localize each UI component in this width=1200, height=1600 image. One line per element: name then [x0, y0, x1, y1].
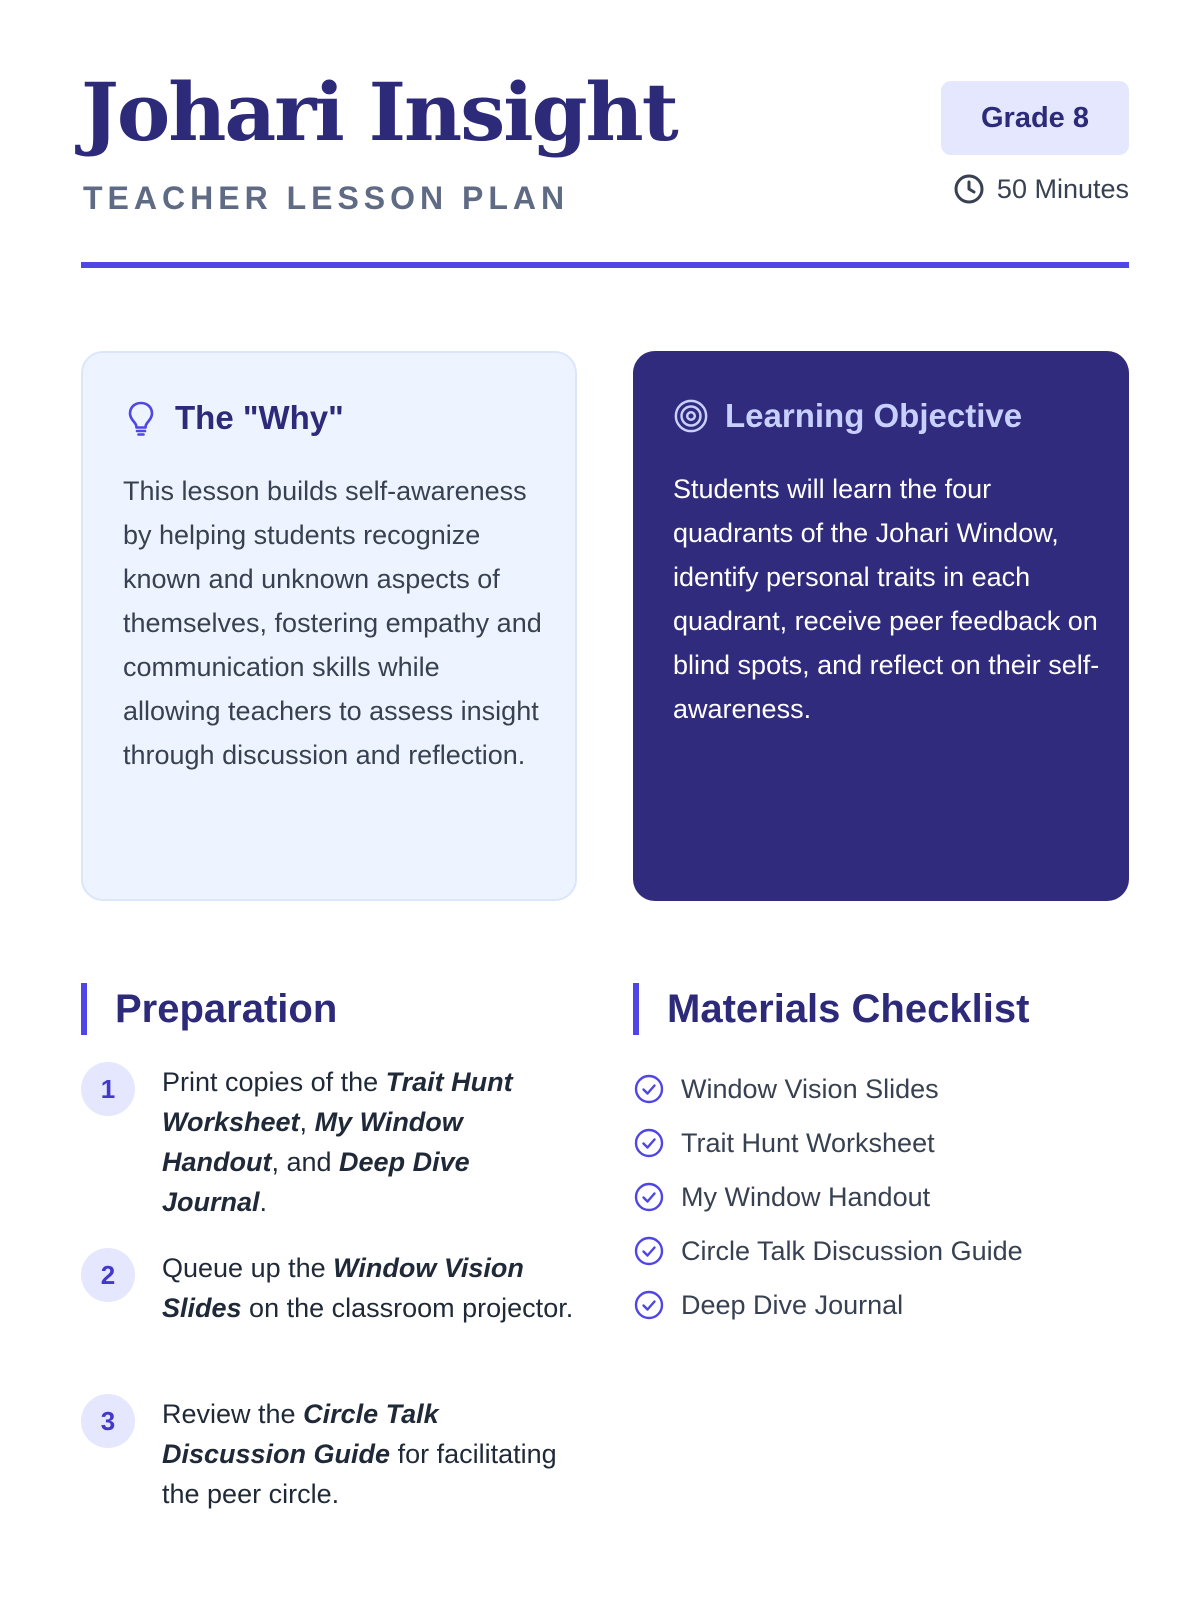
checklist-item-label: Window Vision Slides: [681, 1073, 939, 1104]
step-text-part: .: [259, 1187, 268, 1217]
grade-badge: [941, 81, 1129, 155]
check-circle-icon: [633, 1127, 665, 1159]
page-subtitle: TEACHER LESSON PLAN: [83, 180, 570, 216]
checklist-item: [633, 1116, 1023, 1170]
step-text: [162, 1248, 582, 1328]
target-icon: [673, 397, 709, 435]
duration-label: 50 Minutes: [996, 173, 1129, 204]
duration-info: [953, 172, 1129, 206]
step-resource-name: Circle Talk Discussion Guide: [162, 1399, 439, 1469]
step-resource-name: Window Vision Slides: [162, 1253, 524, 1323]
step-text-part: for facilitating the peer circle.: [162, 1439, 557, 1509]
preparation-heading: Preparation: [81, 983, 337, 1035]
step-text-part: Print copies of the: [162, 1067, 386, 1097]
step-text: [162, 1394, 582, 1514]
step-text-part: Review the: [162, 1399, 304, 1429]
step-text-part: ,: [299, 1107, 315, 1137]
step-number-badge: 2: [81, 1248, 135, 1302]
objective-card-header: [673, 397, 1022, 435]
checklist-item-label: Circle Talk Discussion Guide: [681, 1235, 1023, 1266]
check-circle-icon: [633, 1289, 665, 1321]
why-card-body: This lesson builds self-awareness by helping students recognize known and unknown aspects of themselves, fostering empathy and communication skills while allowing teachers to assess insight through discussion and reflection.: [123, 476, 542, 770]
page-title: Johari Insight: [81, 65, 677, 159]
checklist-item: [633, 1062, 1023, 1116]
lesson-plan-page: [81, 0, 1129, 1600]
clock-icon: [953, 173, 985, 205]
step-number-badge: 3: [81, 1394, 135, 1448]
why-card-header: [123, 399, 344, 437]
check-circle-icon: [633, 1235, 665, 1267]
step-text: [162, 1062, 582, 1222]
checklist-item: [633, 1170, 1023, 1224]
lightbulb-icon: [123, 399, 159, 437]
checklist-item-label: Trait Hunt Worksheet: [681, 1127, 935, 1158]
step-resource-name: Trait Hunt Worksheet: [162, 1067, 513, 1137]
check-circle-icon: [633, 1073, 665, 1105]
check-circle-icon: [633, 1181, 665, 1213]
materials-checklist: [633, 1062, 1023, 1332]
step-number-badge: 1: [81, 1062, 135, 1116]
objective-card: [633, 351, 1129, 901]
grade-label: Grade 8: [981, 101, 1089, 134]
header-divider: [81, 262, 1129, 268]
why-card-title: The "Why": [175, 399, 344, 436]
step-resource-name: My Window Handout: [162, 1107, 463, 1177]
checklist-item: [633, 1224, 1023, 1278]
objective-card-body: Students will learn the four quadrants of the Johari Window, identify personal traits in each quadrant, receive peer feedback on blind spots, and reflect on their self-awareness.: [673, 474, 1100, 724]
materials-heading: Materials Checklist: [633, 983, 1029, 1035]
step-text-part: , and: [271, 1147, 340, 1177]
step-text-part: Queue up the: [162, 1253, 334, 1283]
checklist-item: [633, 1278, 1023, 1332]
checklist-item-label: Deep Dive Journal: [681, 1289, 904, 1320]
step-resource-name: Deep Dive Journal: [162, 1147, 470, 1217]
why-card: [81, 351, 577, 901]
checklist-item-label: My Window Handout: [681, 1181, 931, 1212]
objective-card-title: Learning Objective: [725, 397, 1023, 434]
step-text-part: on the classroom projector.: [241, 1293, 574, 1323]
